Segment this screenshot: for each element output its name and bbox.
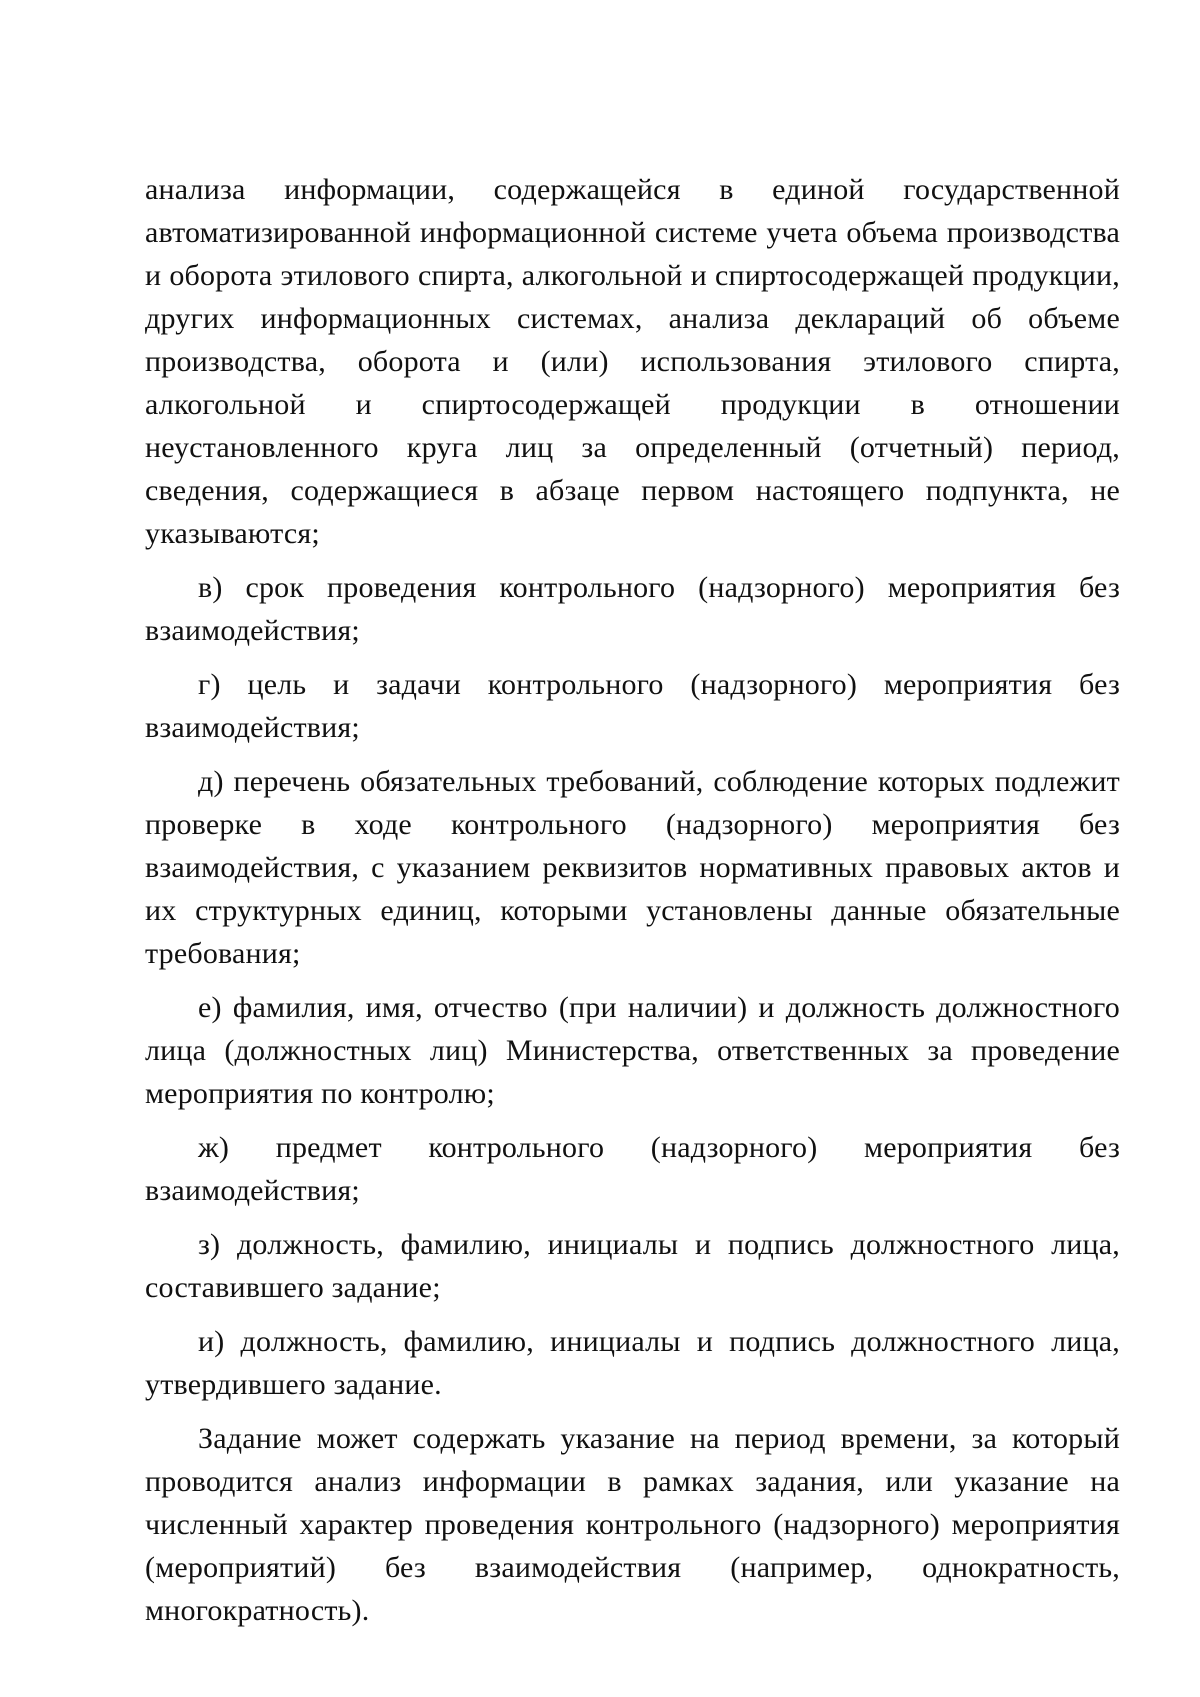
paragraph-task-note: Задание может содержать указание на период времени, за который проводится анализ информации в рамках задания, или указание на численный характер проведения контрольного (надзорного) мероприятия (мероприятий) без взаимодействия (например, однократность, многократность). xyxy=(145,1422,1120,1627)
paragraph-item-d: д) перечень обязательных требований, соблюдение которых подлежит проверке в ходе контрольного (надзорного) мероприятия без взаимодействия, с указанием реквизитов нормативных правовых актов и их структурных единиц, которыми установлены данные обязательные требования; xyxy=(145,765,1120,970)
document-page xyxy=(145,168,1120,1643)
paragraph-continuation: анализа информации, содержащейся в единой государственной автоматизированной информационной системе учета объема производства и оборота этилового спирта, алкогольной и спиртосодержащей продукции, других информационных системах, анализа деклараций об объеме производства, оборота и (или) использования этилового спирта, алкогольной и спиртосодержащей продукции в отношении неустановленного круга лиц за определенный (отчетный) период, сведения, содержащиеся в абзаце первом настоящего подпункта, не указываются; xyxy=(145,173,1120,550)
paragraph-item-e: е) фамилия, имя, отчество (при наличии) и должность должностного лица (должностных лиц) Министерства, ответственных за проведение мероприятия по контролю; xyxy=(145,991,1120,1110)
paragraph-item-v: в) срок проведения контрольного (надзорного) мероприятия без взаимодействия; xyxy=(145,571,1120,647)
paragraph-item-z: з) должность, фамилию, инициалы и подпись должностного лица, составившего задание; xyxy=(145,1228,1120,1304)
paragraph-item-g: г) цель и задачи контрольного (надзорного) мероприятия без взаимодействия; xyxy=(145,668,1120,744)
paragraph-item-i: и) должность, фамилию, инициалы и подпись должностного лица, утвердившего задание. xyxy=(145,1325,1120,1401)
paragraph-item-zh: ж) предмет контрольного (надзорного) мероприятия без взаимодействия; xyxy=(145,1131,1120,1207)
